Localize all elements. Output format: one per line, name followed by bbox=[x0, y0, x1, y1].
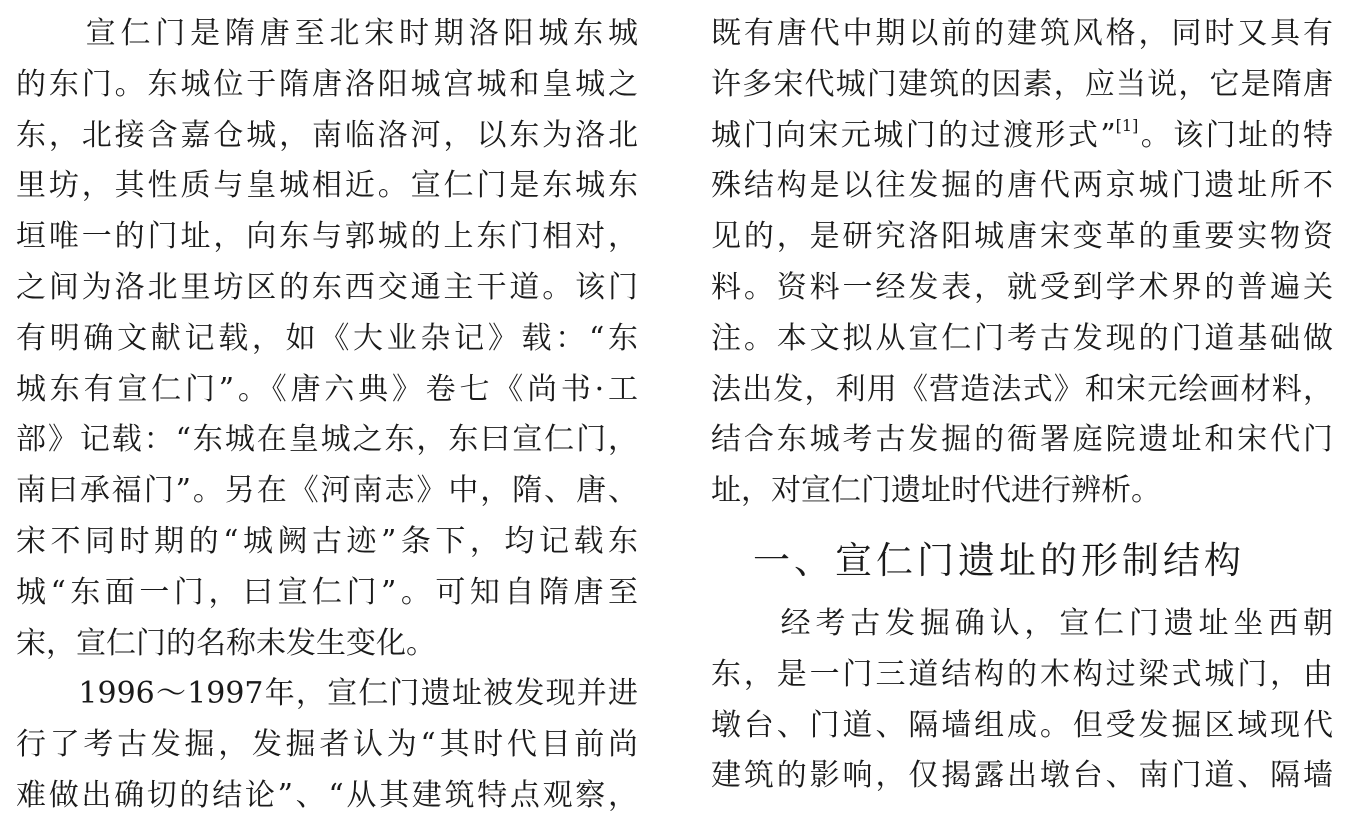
text-line: 见的，是研究洛阳城唐宋变革的重要实物资 bbox=[711, 219, 1333, 255]
text-line: 墩台、门道、隔墙组成。但受发掘区域现代 bbox=[711, 707, 1333, 743]
text-line: 结合东城考古发掘的衙署庭院遗址和宋代门 bbox=[711, 422, 1333, 458]
text-line: 许多宋代城门建筑的因素，应当说，它是隋唐 bbox=[711, 66, 1333, 102]
text-line: 殊结构是以往发掘的唐代两京城门遗址所不 bbox=[711, 168, 1333, 204]
text-line: 难做出确切的结论”、“从其建筑特点观察， bbox=[16, 777, 638, 813]
text-line: 的东门。东城位于隋唐洛阳城宫城和皇城之 bbox=[16, 66, 638, 102]
paragraph-end-line: 址，对宣仁门遗址时代进行辨析。 bbox=[711, 473, 1161, 509]
text-line: 宣仁门是隋唐至北宋时期洛阳城东城 bbox=[16, 16, 638, 51]
text-line: 1996～1997年，宣仁门遗址被发现并进 bbox=[16, 676, 638, 712]
text-line: 既有唐代中期以前的建筑风格，同时又具有 bbox=[711, 16, 1333, 51]
section-heading: 一、宣仁门遗址的形制结构 bbox=[753, 538, 1245, 582]
text-line: 城东有宣仁门”。《唐六典》卷七《尚书·工 bbox=[16, 371, 638, 407]
text-line: 建筑的影响，仅揭露出墩台、南门道、隔墙 bbox=[711, 758, 1333, 794]
text-line-with-citation bbox=[711, 111, 1333, 162]
left-column bbox=[16, 9, 638, 822]
paragraph-end-line: 宋，宣仁门的名称未发生变化。 bbox=[16, 625, 436, 661]
text-line: 宋不同时期的“城阙古迹”条下，均记载东 bbox=[16, 523, 638, 559]
text-line: 垣唯一的门址，向东与郭城的上东门相对， bbox=[16, 219, 638, 255]
citation-marker: [1] bbox=[1115, 115, 1139, 135]
text-segment: 城门向宋元城门的过渡形式” bbox=[711, 117, 1116, 153]
text-line: 里坊，其性质与皇城相近。宣仁门是东城东 bbox=[16, 168, 638, 204]
text-line: 法出发，利用《营造法式》和宋元绘画材料， bbox=[711, 371, 1333, 407]
text-line: 城“东面一门，曰宣仁门”。可知自隋唐至 bbox=[16, 574, 638, 610]
text-line: 东，北接含嘉仓城，南临洛河，以东为洛北 bbox=[16, 117, 638, 153]
text-line: 行了考古发掘，发掘者认为“其时代目前尚 bbox=[16, 727, 638, 763]
text-line: 南曰承福门”。另在《河南志》中，隋、唐、 bbox=[16, 473, 638, 509]
right-column bbox=[711, 9, 1333, 802]
text-line: 料。资料一经发表，就受到学术界的普遍关 bbox=[711, 269, 1333, 305]
text-line: 注。本文拟从宣仁门考古发现的门道基础做 bbox=[711, 320, 1333, 356]
text-line: 部》记载：“东城在皇城之东，东曰宣仁门， bbox=[16, 422, 638, 458]
text-segment: 。该门址的特 bbox=[1138, 117, 1333, 153]
text-line: 东，是一门三道结构的木构过梁式城门，由 bbox=[711, 656, 1333, 692]
text-line: 有明确文献记载，如《大业杂记》载：“东 bbox=[16, 320, 638, 356]
text-line: 之间为洛北里坊区的东西交通主干道。该门 bbox=[16, 269, 638, 305]
text-line: 经考古发掘确认，宣仁门遗址坐西朝 bbox=[711, 605, 1333, 641]
